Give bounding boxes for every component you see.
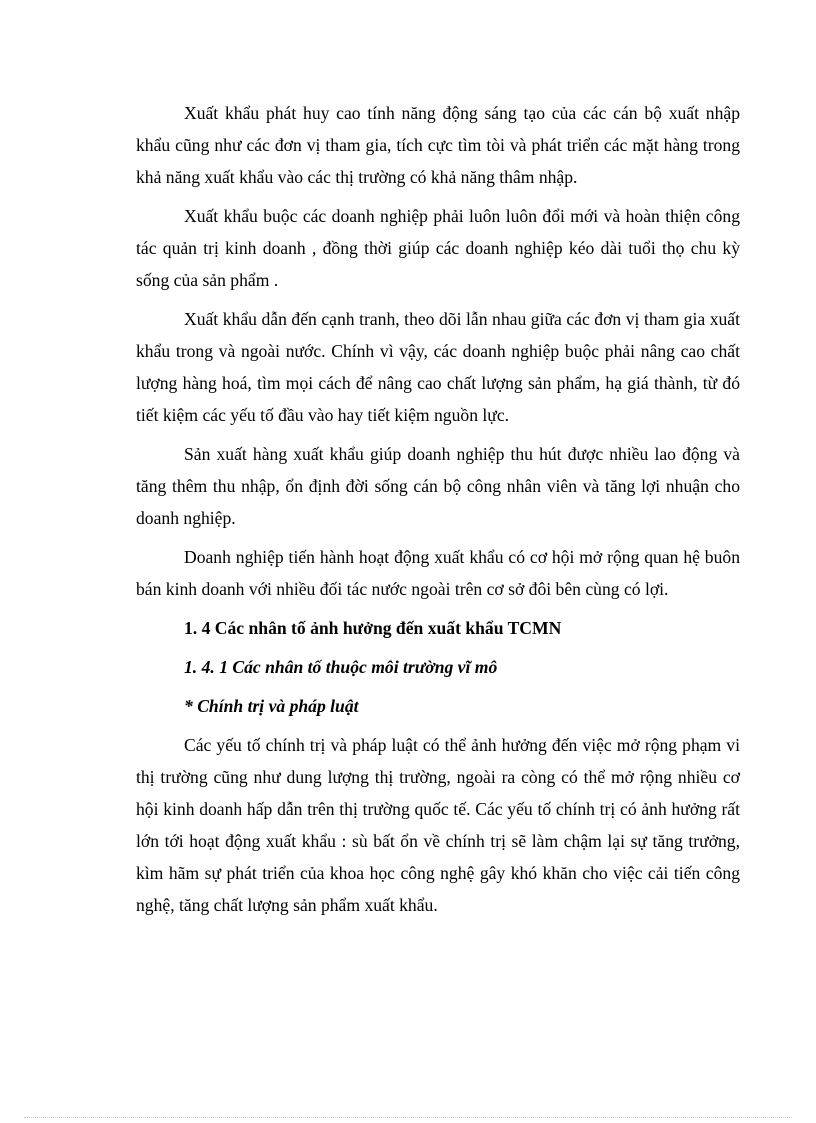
subsection-heading-macro: 1. 4. 1 Các nhân tố thuộc môi trường vĩ mô (184, 657, 498, 677)
subsection-heading-politics-law: * Chính trị và pháp luật (184, 696, 359, 716)
paragraph-export-labor: Sản xuất hàng xuất khẩu giúp doanh nghiệp thu hút được nhiều lao động và tăng thêm thu nhập, ổn định đời sống cán bộ công nhân viên và tăng lợi nhuận cho doanh nghiệp. (136, 444, 740, 528)
paragraph-export-creativity: Xuất khẩu phát huy cao tính năng động sáng tạo của các cán bộ xuất nhập khẩu cũng như các đơn vị tham gia, tích cực tìm tòi và phát triển các mặt hàng trong khả năng xuất khẩu vào các thị trường có khả năng thâm nhập. (136, 103, 740, 187)
paragraph-export-competition: Xuất khẩu dẫn đến cạnh tranh, theo dõi lẫn nhau giữa các đơn vị tham gia xuất khẩu trong và ngoài nước. Chính vì vậy, các doanh nghiệp buộc phải nâng cao chất lượng hàng hoá, tìm mọi cách để nâng cao chất lượng sản phẩm, hạ giá thành, từ đó tiết kiệm các yếu tố đầu vào hay tiết kiệm nguồn lực. (136, 309, 740, 425)
paragraph-politics-law: Các yếu tố chính trị và pháp luật có thể ảnh hưởng đến việc mở rộng phạm vi thị trường cũng như dung lượng thị trường, ngoài ra còng có thể mở rộng nhiều cơ hội kinh doanh hấp dẫn trên thị trường quốc tế. Các yếu tố chính trị có ảnh hưởng rất lớn tới hoạt động xuất khẩu : sù bất ổn về chính trị sẽ làm chậm lại sự tăng trưởng, kìm hãm sự phát triển của khoa học công nghệ gây khó khăn cho việc cải tiến công nghệ, tăng chất lượng sản phẩm xuất khẩu. (136, 735, 740, 915)
document-page (136, 97, 740, 928)
page-bottom-divider (24, 1117, 792, 1118)
paragraph-export-innovation: Xuất khẩu buộc các doanh nghiệp phải luôn luôn đổi mới và hoàn thiện công tác quản trị kinh doanh , đồng thời giúp các doanh nghiệp kéo dài tuổi thọ chu kỳ sống của sản phẩm . (136, 206, 740, 290)
section-heading-factors: 1. 4 Các nhân tố ảnh hưởng đến xuất khẩu TCMN (184, 618, 562, 638)
paragraph-export-partners: Doanh nghiệp tiến hành hoạt động xuất khẩu có cơ hội mở rộng quan hệ buôn bán kinh doanh với nhiều đối tác nước ngoài trên cơ sở đôi bên cùng có lợi. (136, 547, 740, 599)
